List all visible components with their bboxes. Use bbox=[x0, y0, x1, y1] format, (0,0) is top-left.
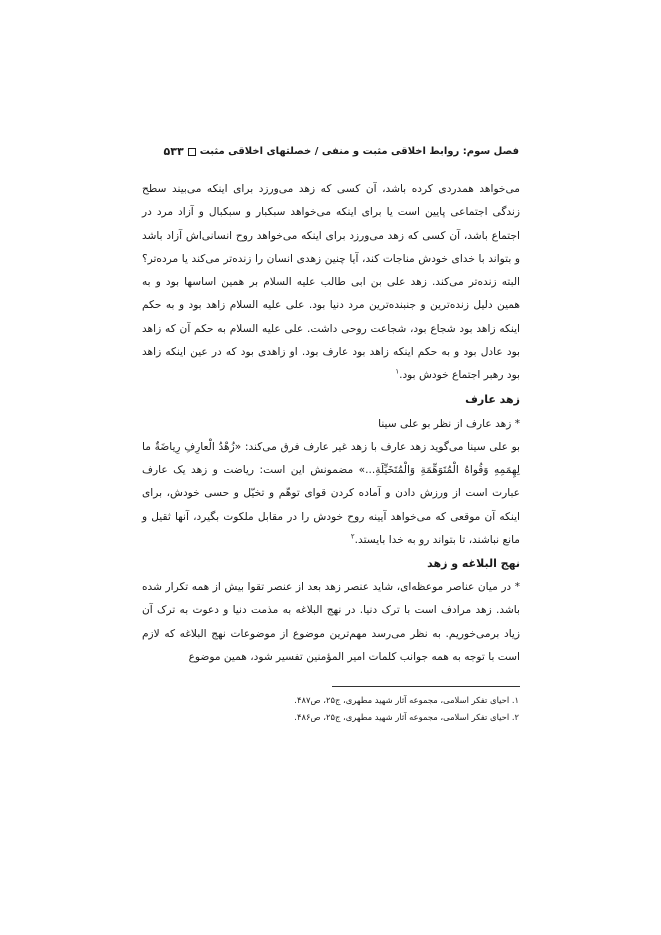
footnote-ref-2: ۲ bbox=[350, 532, 355, 541]
paragraph-3: * در میان عناصر موعظه‌ای، شاید عنصر زهد بعد از عنصر تقوا بیش از همه تکرار شده باشد. زهد مرادف است با ترک دنیا. در نهج البلاغه به مذمت دنیا و دعوت به ترک آن زیاد برمی‌خوریم. به نظر می‌رسد مهم‌ترین موضوع از موضوعات نهج البلاغه که لازم است با توجه به همه جوانب کلمات امیر المؤمنین تفسیر شود، همین موضوع bbox=[142, 581, 520, 664]
footnote-ref-1: ۱ bbox=[395, 367, 400, 376]
footnote-2: ۲. احیای تفکر اسلامی، مجموعه آثار شهید مطهری، ج۲۵، ص۴۸۶. bbox=[294, 712, 519, 722]
running-head-title: فصل سوم: روابط اخلاقی مثبت و منفی / خصلتهای اخلاقی مثبت bbox=[199, 146, 519, 157]
page-number: ۵۳۳ bbox=[163, 145, 184, 158]
bullet-zohd-aref: * زهد عارف از نظر بو علی سینا bbox=[378, 417, 520, 430]
square-box-icon bbox=[188, 148, 196, 156]
paragraph-2-text: بو علی سینا می‌گوید زهد عارف با زهد غیر عارف فرق می‌کند: «زُهْدُ الْعارِفِ رِیاضَةٌ ما لِهِمَمِهِ وَقُواهُ الْمُتَوَهِّمَةِ وَالْمُتَخَیِّلَةِ...» مضمونش این است: ریاضت و زهد یک عارف عبارت است از ورزش دادن و آماده کردن قوای توهّم و تخیّل و حسی خودش، برای اینکه آن موقعی که می‌خواهد آیینه روح خودش را در مقابل ملکوت بگیرد، آنها ثقیل و مانع نباشند، تا بتواند رو به خدا بایستد. bbox=[142, 440, 520, 546]
paragraph-1-text: می‌خواهد همدردی کرده باشد، آن کسی که زهد می‌ورزد برای اینکه می‌بیند سطح زندگی اجتماعی پایین است یا برای اینکه می‌خواهد سبکبار و سبکبال و آزاد مرد در اجتماع باشد، آن کسی که زهد می‌ورزد برای اینکه می‌خواهد روح انسانی‌اش آزاد باشد و بتواند با خدای خودش مناجات کند، آیا چنین زهدی انسان را زنده‌تر می‌کند یا مرده‌تر؟ البته زنده‌تر می‌کند. زهد علی بن ابی طالب علیه السلام بر همین اساسها بود و به همین دلیل زنده‌ترین و جنبنده‌ترین مرد دنیا بود. علی علیه السلام زاهد بود و به حکم اینکه زاهد بود شجاع بود، شجاعت روحی داشت. علی علیه السلام به حکم آن که زاهد بود عادل بود و به حکم اینکه زاهد بود عارف بود. او زاهدی بود که در عین اینکه زاهد بود رهبر اجتماع خودش بود. bbox=[142, 183, 520, 382]
footnote-1: ۱. احیای تفکر اسلامی، مجموعه آثار شهید مطهری، ج۲۵، ص۴۸۷. bbox=[294, 695, 519, 705]
footnotes bbox=[141, 692, 519, 726]
section-heading-zohd-aref: زهد عارف bbox=[465, 392, 520, 406]
paragraph-2 bbox=[142, 436, 520, 552]
paragraph-1 bbox=[142, 178, 520, 388]
footnote-divider bbox=[332, 686, 520, 687]
running-head bbox=[164, 145, 519, 158]
section-heading-nahj: نهج البلاغه و زهد bbox=[427, 557, 520, 571]
main-text bbox=[142, 178, 520, 669]
